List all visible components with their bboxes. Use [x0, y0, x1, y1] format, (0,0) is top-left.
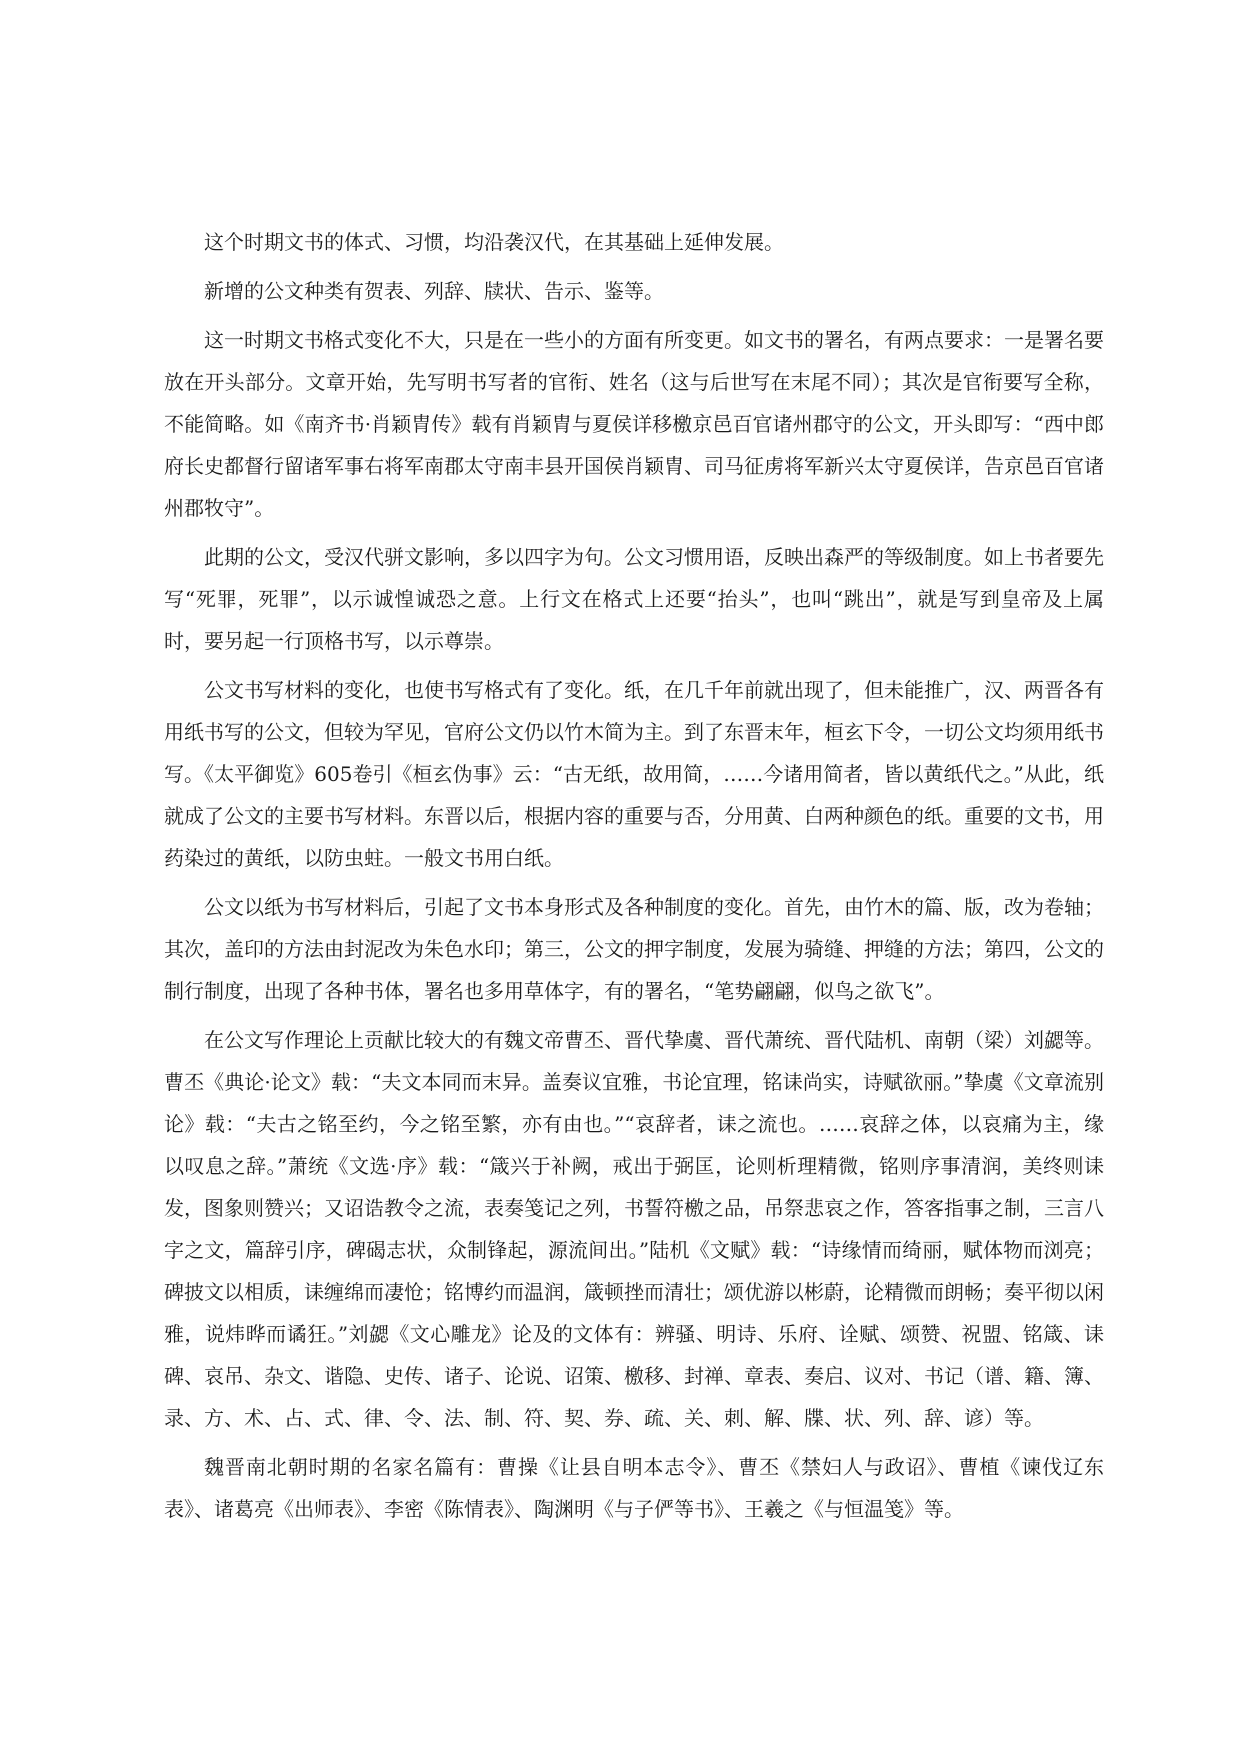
paragraph-3: 这一时期文书格式变化不大，只是在一些小的方面有所变更。如文书的署名，有两点要求：一是署名要放在开头部分。文章开始，先写明书写者的官衔、姓名（这与后世写在末尾不同）；其次是官衔要写全称，不能简略。如《南齐书·肖颖胄传》载有肖颖胄与夏侯详移檄京邑百官诸州郡守的公文，开头即写：“西中郎府长史都督行留诸军事右将军南郡太守南丰县开国侯肖颖胄、司马征虏将军新兴太守夏侯详，告京邑百官诸州郡牧守”。: [164, 328, 1104, 520]
body-text: [164, 221, 1104, 1537]
paragraph-5: 公文书写材料的变化，也使书写格式有了变化。纸，在几千年前就出现了，但未能推广，汉、两晋各有用纸书写的公文，但较为罕见，官府公文仍以竹木简为主。到了东晋末年，桓玄下令，一切公文均须用纸书写。《太平御览》605卷引《桓玄伪事》云：“古无纸，故用简，……今诸用简者，皆以黄纸代之。”从此，纸就成了公文的主要书写材料。东晋以后，根据内容的重要与否，分用黄、白两种颜色的纸。重要的文书，用药染过的黄纸，以防虫蛀。一般文书用白纸。: [164, 678, 1104, 870]
paragraph-6: 公文以纸为书写材料后，引起了文书本身形式及各种制度的变化。首先，由竹木的篇、版，改为卷轴；其次，盖印的方法由封泥改为朱色水印；第三，公文的押字制度，发展为骑缝、押缝的方法；第四，公文的制行制度，出现了各种书体，署名也多用草体字，有的署名，“笔势翩翩，似鸟之欲飞”。: [164, 895, 1104, 1003]
paragraph-1: 这个时期文书的体式、习惯，均沿袭汉代，在其基础上延伸发展。: [204, 230, 784, 254]
paragraph-7: 在公文写作理论上贡献比较大的有魏文帝曹丕、晋代挚虞、晋代萧统、晋代陆机、南朝（梁）刘勰等。曹丕《典论·论文》载：“夫文本同而末异。盖奏议宜雅，书论宜理，铭诔尚实，诗赋欲丽。”挚虞《文章流别论》载：“夫古之铭至约，今之铭至繁，亦有由也。”“哀辞者，诔之流也。……哀辞之体，以哀痛为主，缘以叹息之辞。”萧统《文选·序》载：“箴兴于补阙，戒出于弼匡，论则析理精微，铭则序事清润，美终则诔发，图象则赞兴；又诏诰教令之流，表奏笺记之列，书誓符檄之品，吊祭悲哀之作，答客指事之制，三言八字之文，篇辞引序，碑碣志状，众制锋起，源流间出。”陆机《文赋》载：“诗缘情而绮丽，赋体物而浏亮；碑披文以相质，诔缠绵而凄怆；铭博约而温润，箴顿挫而清壮；颂优游以彬蔚，论精微而朗畅；奏平彻以闲雅，说炜晔而谲狂。”刘勰《文心雕龙》论及的文体有：辨骚、明诗、乐府、诠赋、颂赞、祝盟、铭箴、诔碑、哀吊、杂文、谐隐、史传、诸子、论说、诏策、檄移、封禅、章表、奏启、议对、书记（谱、籍、簿、录、方、术、占、式、律、令、法、制、符、契、券、疏、关、刺、解、牒、状、列、辞、谚）等。: [164, 1028, 1104, 1430]
paragraph-4: 此期的公文，受汉代骈文影响，多以四字为句。公文习惯用语，反映出森严的等级制度。如上书者要先写“死罪，死罪”，以示诚惶诚恐之意。上行文在格式上还要“抬头”，也叫“跳出”，就是写到皇帝及上属时，要另起一行顶格书写，以示尊崇。: [164, 545, 1104, 653]
paragraph-2: 新增的公文种类有贺表、列辞、牍状、告示、鉴等。: [204, 279, 664, 303]
paragraph-8: 魏晋南北朝时期的名家名篇有：曹操《让县自明本志令》、曹丕《禁妇人与政诏》、曹植《谏伐辽东表》、诸葛亮《出师表》、李密《陈情表》、陶渊明《与子俨等书》、王羲之《与恒温笺》等。: [164, 1455, 1104, 1521]
